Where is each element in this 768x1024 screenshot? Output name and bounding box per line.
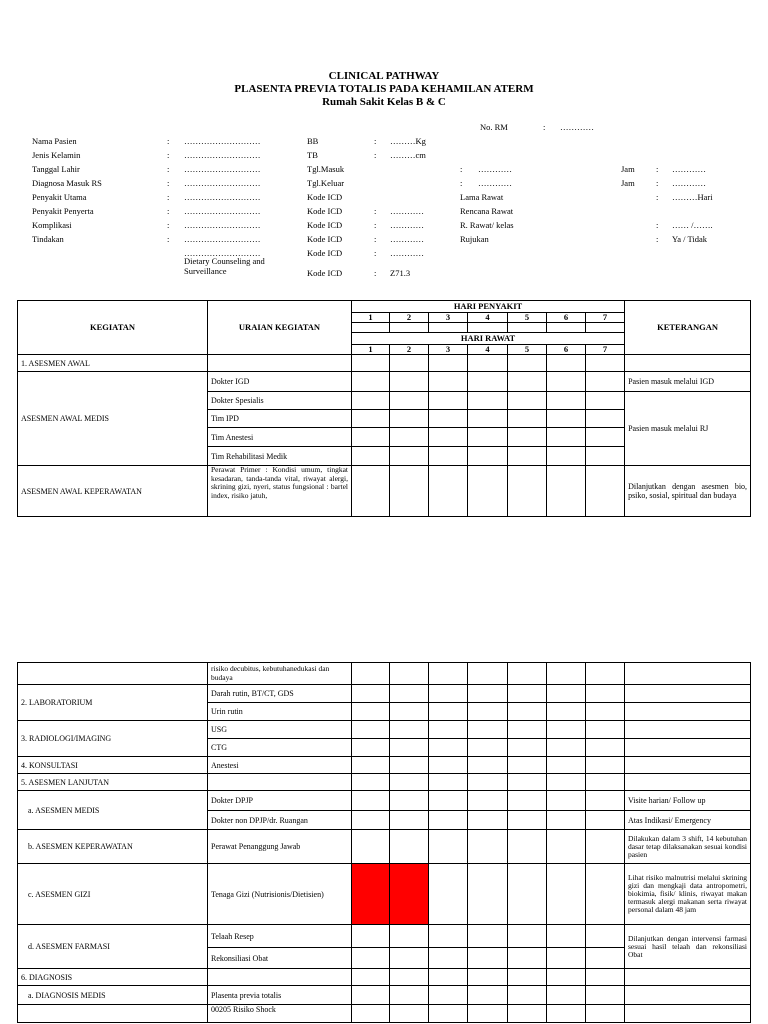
asesmen-awal-keperawatan: ASESMEN AWAL KEPERAWATAN [18,466,208,517]
field-penyakit-penyerta[interactable]: ……………………… [184,206,261,216]
document-subtitle: PLASENTA PREVIA TOTALIS PADA KEHAMILAN ATERM [234,83,534,95]
section-radiologi: 3. RADIOLOGI/IMAGING [18,721,208,757]
label-rencana-rawat: Rencana Rawat [460,206,514,216]
uraian-item: USG [208,721,352,739]
section-diagnosis: 6. DIAGNOSIS [18,969,208,986]
asesmen-farmasi: d. ASESMEN FARMASI [18,925,208,969]
uraian-item: Tim IPD [208,410,352,428]
field-tgl-keluar[interactable]: ………… [478,178,512,188]
label-penyakit-utama: Penyakit Utama [32,192,87,202]
label-kode-icd: Kode ICD [307,234,343,244]
rawat-day-4: 4 [468,345,508,355]
asesmen-keperawatan: b. ASESMEN KEPERAWATAN [18,830,208,864]
field-penyakit-utama[interactable]: ……………………… [184,192,261,202]
keterangan-farmasi: Dilanjutkan dengan intervensi farmasi sesuai hasil telaah dan rekonsiliasi Obat [625,925,751,969]
rawat-day-6: 6 [547,345,586,355]
uraian-item: Telaah Resep [208,925,352,948]
keterangan-keperawatan: Dilanjutkan dengan asesmen bio, psiko, sosial, spiritual dan budaya [625,466,751,517]
label-jenis-kelamin: Jenis Kelamin [32,150,81,160]
table-row [18,466,751,517]
colon: : [167,136,170,146]
label-jam-masuk: Jam [621,164,635,174]
table-row [18,757,751,774]
asesmen-gizi: c. ASESMEN GIZI [18,864,208,925]
label-kode-icd: Kode ICD [307,220,343,230]
table-row [18,663,751,685]
colon: : [460,164,463,174]
colon: : [656,220,659,230]
colon: : [656,234,659,244]
rawat-day-3: 3 [429,345,468,355]
uraian-item: CTG [208,739,352,757]
field-icd-tindakan-2[interactable]: ………… [390,248,424,258]
field-icd-tindakan[interactable]: ………… [390,234,424,244]
header-keterangan: KETERANGAN [625,301,751,355]
uraian-item: Rekonsiliasi Obat [208,948,352,969]
field-lama-rawat[interactable]: ………Hari [672,192,713,202]
field-tb[interactable]: ………cm [390,150,426,160]
label-kode-icd: Kode ICD [307,248,343,258]
day-5: 5 [508,313,547,323]
label-jam-keluar: Jam [621,178,635,188]
keterangan-rj: Pasien masuk melalui RJ [625,392,751,466]
field-rujukan[interactable]: Ya / Tidak [672,234,708,244]
uraian-item: Dokter IGD [208,372,352,392]
keterangan-igd: Pasien masuk melalui IGD [625,372,751,392]
header-kegiatan: KEGIATAN [18,301,208,355]
colon: : [167,192,170,202]
asesmen-awal-medis: ASESMEN AWAL MEDIS [18,372,208,466]
label-penyakit-penyerta: Penyakit Penyerta [32,206,94,216]
colon: : [374,206,377,216]
table-row [18,986,751,1005]
label-tanggal-lahir: Tanggal Lahir [32,164,80,174]
day-6: 6 [547,313,586,323]
clinical-pathway-table [17,300,751,517]
colon: : [374,268,377,278]
keterangan-emergency: Atas Indikasi/ Emergency [625,811,751,830]
uraian-item: Plasenta previa totalis [208,986,352,1005]
uraian-item: Anestesi [208,757,352,774]
clinical-pathway-table-continued [17,662,751,1023]
colon: : [543,122,546,132]
field-jenis-kelamin[interactable]: ……………………… [184,150,261,160]
table-row [18,969,751,986]
label-kode-icd: Kode ICD [307,206,343,216]
table-row [18,372,751,392]
label-tgl-keluar: Tgl.Keluar [307,178,345,188]
label-nama-pasien: Nama Pasien [32,136,77,146]
rawat-day-7: 7 [586,345,625,355]
diagnosis-medis: a. DIAGNOSIS MEDIS [18,986,208,1005]
section-asesmen-awal: 1. ASESMEN AWAL [18,355,208,372]
colon: : [167,206,170,216]
table-row [18,774,751,791]
colon: : [374,234,377,244]
day-1: 1 [352,313,390,323]
section-konsultasi: 4. KONSULTASI [18,757,208,774]
colon: : [167,234,170,244]
colon: : [374,150,377,160]
section-asesmen-lanjutan: 5. ASESMEN LANJUTAN [18,774,208,791]
colon: : [374,136,377,146]
uraian-item: risiko decubitus, kebutuhanedukasi dan budaya [208,663,352,685]
uraian-item: Dokter DPJP [208,791,352,811]
uraian-item: Tim Anestesi [208,428,352,447]
field-jam-keluar[interactable]: ………… [672,178,706,188]
table-row [18,864,751,925]
header-hari-penyakit: HARI PENYAKIT [352,301,625,313]
colon: : [374,248,377,258]
label-lama-rawat: Lama Rawat [460,192,504,202]
uraian-item: Darah rutin, BT/CT, GDS [208,685,352,703]
field-tindakan-2[interactable]: ……………………… [184,248,261,258]
day-7: 7 [586,313,625,323]
table-row [18,355,751,372]
colon: : [167,150,170,160]
icd-z71-3: Z71.3 [390,268,411,278]
rawat-day-5: 5 [508,345,547,355]
uraian-item: Dokter Spesialis [208,392,352,410]
field-jam-masuk[interactable]: ………… [672,164,706,174]
header-hari-rawat: HARI RAWAT [352,333,625,345]
table-row [18,791,751,811]
field-r-rawat-kelas[interactable]: …… /……. [672,220,713,230]
colon: : [656,192,659,202]
table-row [18,925,751,948]
highlight-day-2 [390,864,429,925]
uraian-item: Perawat Primer : Kondisi umum, tingkat kesadaran, tanda-tanda vital, riwayat alergi, skrining gizi, nyeri, status fungsional : bartel index, risiko jatuh, [208,466,352,517]
table-row [18,1005,751,1023]
colon: : [374,220,377,230]
day-2: 2 [390,313,429,323]
label-tgl-masuk: Tgl.Masuk [307,164,345,174]
hospital-name: Rumah Sakit Kelas B & C [322,96,446,108]
field-nama-pasien[interactable]: ……………………… [184,136,261,146]
day-4: 4 [468,313,508,323]
field-tindakan[interactable]: ……………………… [184,234,261,244]
field-icd-komplikasi[interactable]: ………… [390,220,424,230]
field-tanggal-lahir[interactable]: ……………………… [184,164,261,174]
label-rujukan: Rujukan [460,234,489,244]
label-tb: TB [307,150,318,160]
uraian-item: Tenaga Gizi (Nutrisionis/Dietisien) [208,864,352,925]
colon: : [656,164,659,174]
field-tgl-masuk[interactable]: ………… [478,164,512,174]
table-row [18,721,751,739]
keterangan-visite: Visite harian/ Follow up [625,791,751,811]
no-rm-label: No. RM [480,122,508,132]
colon: : [460,178,463,188]
uraian-item: Perawat Penanggung Jawab [208,830,352,864]
header-uraian-kegiatan: URAIAN KEGIATAN [208,301,352,355]
highlight-day-1 [352,864,390,925]
uraian-item: Dokter non DPJP/dr. Ruangan [208,811,352,830]
label-bb: BB [307,136,319,146]
uraian-item: Tim Rehabilitasi Medik [208,447,352,466]
label-dietary-counseling: Dietary Counseling and Surveillance [184,256,265,276]
label-kode-icd: Kode ICD [307,268,343,278]
label-kode-icd: Kode ICD [307,192,343,202]
no-rm-value[interactable]: ………… [560,122,594,132]
uraian-item: 00205 Risiko Shock [208,1005,352,1023]
label-r-rawat-kelas: R. Rawat/ kelas [460,220,514,230]
keterangan-gizi: Lihat risiko malnutrisi melalui skrining gizi dan mengkaji data antropometri, biokimia, fisik/ klinis, riwayat makan termasuk alergi makanan serta riwayat personal dalam 48 jam [625,864,751,925]
uraian-item: Urin rutin [208,703,352,721]
day-3: 3 [429,313,468,323]
keterangan-keperawatan: Dilakukan dalam 3 shift, 14 kebutuhan dasar tetap dilaksanakan sesuai kondisi pasien [625,830,751,864]
field-diagnosa-masuk[interactable]: ……………………… [184,178,261,188]
label-tindakan: Tindakan [32,234,64,244]
colon: : [656,178,659,188]
table-row [18,830,751,864]
colon: : [167,164,170,174]
colon: : [167,220,170,230]
field-icd-penyerta[interactable]: ………… [390,206,424,216]
rawat-day-2: 2 [390,345,429,355]
colon: : [167,178,170,188]
table-row [18,685,751,703]
label-komplikasi: Komplikasi [32,220,72,230]
document-title: CLINICAL PATHWAY [328,70,440,82]
field-bb[interactable]: ………Kg [390,136,426,146]
rawat-day-1: 1 [352,345,390,355]
label-diagnosa-masuk: Diagnosa Masuk RS [32,178,102,188]
field-komplikasi[interactable]: ……………………… [184,220,261,230]
asesmen-medis: a. ASESMEN MEDIS [18,791,208,830]
section-laboratorium: 2. LABORATORIUM [18,685,208,721]
